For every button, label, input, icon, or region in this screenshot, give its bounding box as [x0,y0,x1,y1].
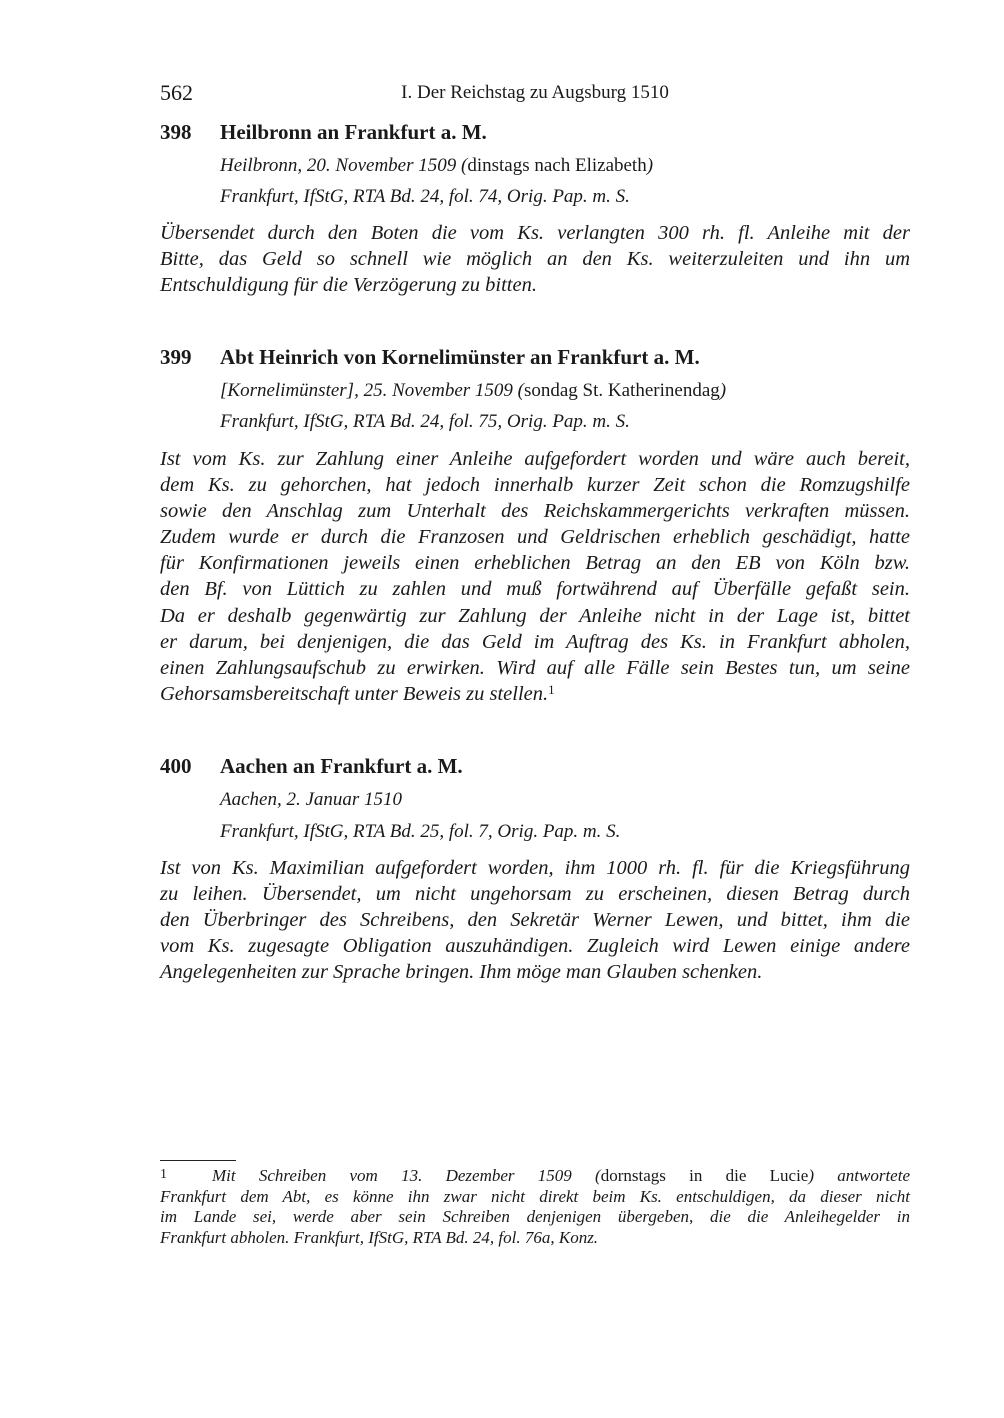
summary-line: er darum, bei denjenigen, die das Geld im Auftrag des Ks. in Frankfurt abholen, [160,630,910,653]
entry-399-source: Frankfurt, IfStG, RTA Bd. 24, fol. 75, Orig. Pap. m. S. [220,411,630,432]
entry-title: Aachen an Frankfurt a. M. [220,754,463,778]
summary-line: Angelegenheiten zur Sprache bringen. Ihm möge man Glauben schenken. [160,961,763,984]
summary-line: dem Ks. zu gehorchen, hat jedoch innerhalb kurzer Zeit schon die Romzugshilfe [160,474,910,497]
entry-number: 400 [160,754,192,778]
entry-399-heading [160,345,700,370]
summary-line: Da er deshalb gegenwärtig zur Zahlung der Anleihe nicht in der Lage ist, bittet [160,604,910,627]
footnote-line [160,1165,910,1187]
footnote-text: Mit Schreiben vom 13. Dezember 1509 ( [212,1166,601,1185]
footnote-line: Frankfurt dem Abt, es könne ihn zwar nicht direkt beim Ks. entschuldigen, da dieser nicht [160,1186,910,1206]
entry-398-source: Frankfurt, IfStG, RTA Bd. 24, fol. 74, Orig. Pap. m. S. [220,186,630,207]
summary-line-last [160,681,910,707]
entry-title: Abt Heinrich von Kornelimünster an Frankfurt a. M. [220,345,700,369]
entry-399-date [220,380,726,402]
entry-399-summary [160,446,910,707]
summary-line: zu leihen. Übersendet, um nicht ungehorsam zu erscheinen, diesen Betrag durch [160,883,910,906]
running-title: I. Der Reichstag zu Augsburg 1510 [401,82,669,103]
summary-line: einen Zahlungsaufschub zu erwirken. Wird auf alle Fälle sein Bestes tun, um seine [160,656,910,679]
entry-400-heading [160,754,463,779]
date-feast: dinstags nach Elizabeth [467,155,647,176]
footnote-rule [160,1160,236,1161]
entry-398-date [220,155,653,177]
date-close: ) [646,155,654,176]
date-close: ) [719,380,727,401]
entry-398-summary [160,220,910,298]
summary-line: Ist vom Ks. zur Zahlung einer Anleihe aufgefordert worden und wäre auch bereit, [160,448,910,470]
summary-line: vom Ks. zugesagte Obligation auszuhändigen. Zugleich wird Lewen einige andere [160,935,910,958]
footnote-line: Frankfurt abholen. Frankfurt, IfStG, RTA Bd. 24, fol. 76a, Konz. [160,1227,599,1247]
summary-line: den Bf. von Lüttich zu zahlen und muß fortwährend auf Überfälle gefaßt sein. [160,578,910,601]
footnote-reference[interactable]: 1 [548,681,555,697]
entry-400-summary [160,855,910,985]
page-number: 562 [160,80,193,105]
summary-text: Gehorsamsbereitschaft unter Beweis zu stellen. [160,682,549,705]
summary-line: den Überbringer des Schreibens, den Sekretär Werner Lewen, und bittet, ihm die [160,909,910,932]
entry-number: 398 [160,120,192,144]
summary-line: Entschuldigung für die Verzögerung zu bitten. [160,274,537,297]
summary-line: für Konfirmationen jeweils einen erheblichen Betrag an den EB von Köln bzw. [160,552,910,575]
footnote-feast: dornstags in die Lucie [600,1166,809,1185]
entry-title: Heilbronn an Frankfurt a. M. [220,120,487,144]
footnote [160,1165,910,1248]
footnote-mark: 1 [160,1167,167,1182]
summary-line: Ist von Ks. Maximilian aufgefordert worden, ihm 1000 rh. fl. für die Kriegsführung [160,857,910,879]
entry-398-heading [160,120,487,145]
date-text: [Kornelimünster], 25. November 1509 ( [220,380,524,401]
entry-400-date: Aachen, 2. Januar 1510 [220,789,403,810]
summary-line: sowie den Anschlag zum Unterhalt des Reichskammergerichts verkraften müssen. [160,500,910,523]
summary-line: Bitte, das Geld so schnell wie möglich an den Ks. weiterzuleiten und ihn um [160,248,910,271]
entry-number: 399 [160,345,192,369]
date-feast: sondag St. Katherinendag [523,380,720,401]
footnote-text: ) antwortete [808,1166,910,1185]
footnote-line: im Lande sei, werde aber sein Schreiben denjenigen übergeben, die die Anleihegelder in [160,1207,910,1226]
entry-400-source: Frankfurt, IfStG, RTA Bd. 25, fol. 7, Orig. Pap. m. S. [220,821,621,842]
summary-line: Zudem wurde er durch die Franzosen und Geldrischen erheblich geschädigt, hatte [160,526,910,549]
date-text: Heilbronn, 20. November 1509 ( [220,155,468,176]
summary-line: Übersendet durch den Boten die vom Ks. verlangten 300 rh. fl. Anleihe mit der [160,222,910,244]
